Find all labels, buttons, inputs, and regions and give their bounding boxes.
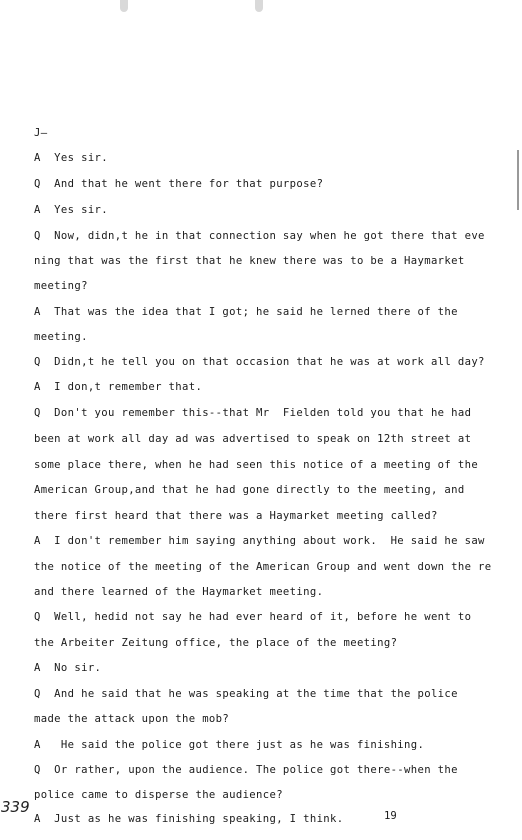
transcript-line: meeting? [34, 280, 88, 292]
transcript-line: the notice of the meeting of the American Group and went down the re [34, 561, 492, 573]
transcript-line: Q Didn,t he tell you on that occasion that he was at work all day? [34, 356, 485, 368]
transcript-line: Q And that he went there for that purpose? [34, 178, 324, 190]
transcript-line: been at work all day ad was advertised to speak on 12th street at [34, 433, 472, 445]
handwritten-margin-note: 339 [1, 798, 30, 816]
transcript-line: A I don,t remember that. [34, 381, 203, 393]
transcript-line: meeting. [34, 331, 88, 343]
transcript-line: and there learned of the Haymarket meeting. [34, 586, 324, 598]
transcript-line: Q Or rather, upon the audience. The police got there--when the [34, 764, 458, 776]
transcript-line: A Yes sir. [34, 152, 109, 164]
transcript-line: J— [34, 127, 48, 139]
transcript-line: Q Now, didn,t he in that connection say when he got there that eve [34, 230, 485, 242]
punch-hole [255, 0, 263, 12]
transcript-line: made the attack upon the mob? [34, 713, 230, 725]
transcript-line: A Yes sir. [34, 204, 109, 216]
transcript-line: ning that was the first that he knew there was to be a Haymarket [34, 255, 465, 267]
transcript-line: some place there, when he had seen this notice of a meeting of the [34, 459, 479, 471]
transcript-line: the Arbeiter Zeitung office, the place of the meeting? [34, 637, 398, 649]
page-edge-mark [517, 150, 519, 210]
transcript-line: A No sir. [34, 662, 102, 674]
transcript-line: A Just as he was finishing speaking, I think. [34, 813, 344, 825]
transcript-line: Q Well, hedid not say he had ever heard of it, before he went to [34, 611, 472, 623]
transcript-line: there first heard that there was a Haymarket meeting called? [34, 510, 438, 522]
transcript-line: Q And he said that he was speaking at the time that the police [34, 688, 458, 700]
transcript-line: A He said the police got there just as he was finishing. [34, 739, 425, 751]
transcript-line: A I don't remember him saying anything about work. He said he saw [34, 535, 485, 547]
transcript-line: Q Don't you remember this--that Mr Fielden told you that he had [34, 407, 472, 419]
page-number: 19 [384, 810, 397, 822]
transcript-line: American Group,and that he had gone directly to the meeting, and [34, 484, 465, 496]
transcript-line: police came to disperse the audience? [34, 789, 283, 801]
transcript-line: A That was the idea that I got; he said he lerned there of the [34, 306, 458, 318]
punch-hole [120, 0, 128, 12]
